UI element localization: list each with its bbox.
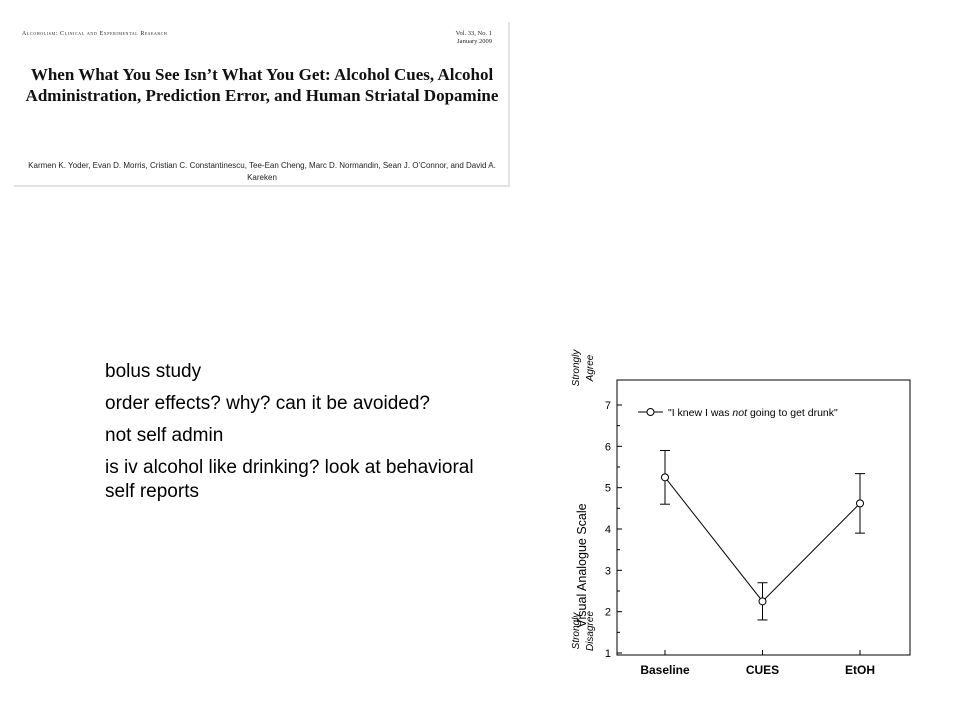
paper-header-snippet xyxy=(14,22,510,187)
y-axis-label: Visual Analogue Scale xyxy=(575,503,589,628)
y-tick-label: 3 xyxy=(604,565,611,578)
x-tick-label: CUES xyxy=(745,663,780,677)
y-tick-label: 2 xyxy=(604,606,611,619)
journal-volume: Vol. 33, No. 1 xyxy=(455,30,492,37)
data-point xyxy=(759,598,766,605)
paper-authors: Karmen K. Yoder, Evan D. Morris, Cristian C. Constantinescu, Tee-Ean Cheng, Marc D. Normandin, Sean J. O’Connor, and David A. Kareken xyxy=(28,161,496,182)
note-item: order effects? why? can it be avoided? xyxy=(105,393,430,414)
note-item: bolus study xyxy=(105,361,202,382)
y-label-strongly-agree-2: Agree xyxy=(585,354,596,382)
journal-date: January 2009 xyxy=(457,38,492,45)
y-label-strongly-disagree: Strongly xyxy=(571,612,582,650)
vas-line-chart xyxy=(555,335,925,690)
y-tick-label: 6 xyxy=(604,441,611,454)
x-tick-label: EtOH xyxy=(845,663,875,677)
journal-issue xyxy=(456,30,492,46)
x-tick-label: Baseline xyxy=(640,663,690,677)
legend-marker xyxy=(647,409,654,416)
y-tick-label: 4 xyxy=(604,524,611,536)
legend-label: "I knew I was not going to get drunk" xyxy=(668,407,838,419)
slide-notes xyxy=(105,360,475,512)
y-tick-label: 7 xyxy=(604,400,611,412)
y-tick-label: 1 xyxy=(604,648,611,660)
data-point xyxy=(857,500,864,507)
y-tick-label: 5 xyxy=(604,482,611,495)
y-label-strongly-disagree-2: Disagree xyxy=(585,610,596,652)
paper-title: When What You See Isn’t What You Get: Alcohol Cues, Alcohol Administration, Prediction Error, and Human Striatal Dopamine xyxy=(25,65,499,105)
journal-name: Alcoholism: Clinical and Experimental Research xyxy=(22,31,168,37)
data-point xyxy=(662,474,669,481)
note-item: is iv alcohol like drinking? look at behavioral self reports xyxy=(105,457,474,502)
note-item: not self admin xyxy=(105,425,224,446)
plot-frame xyxy=(617,380,910,655)
y-label-strongly-agree: Strongly xyxy=(571,349,582,387)
